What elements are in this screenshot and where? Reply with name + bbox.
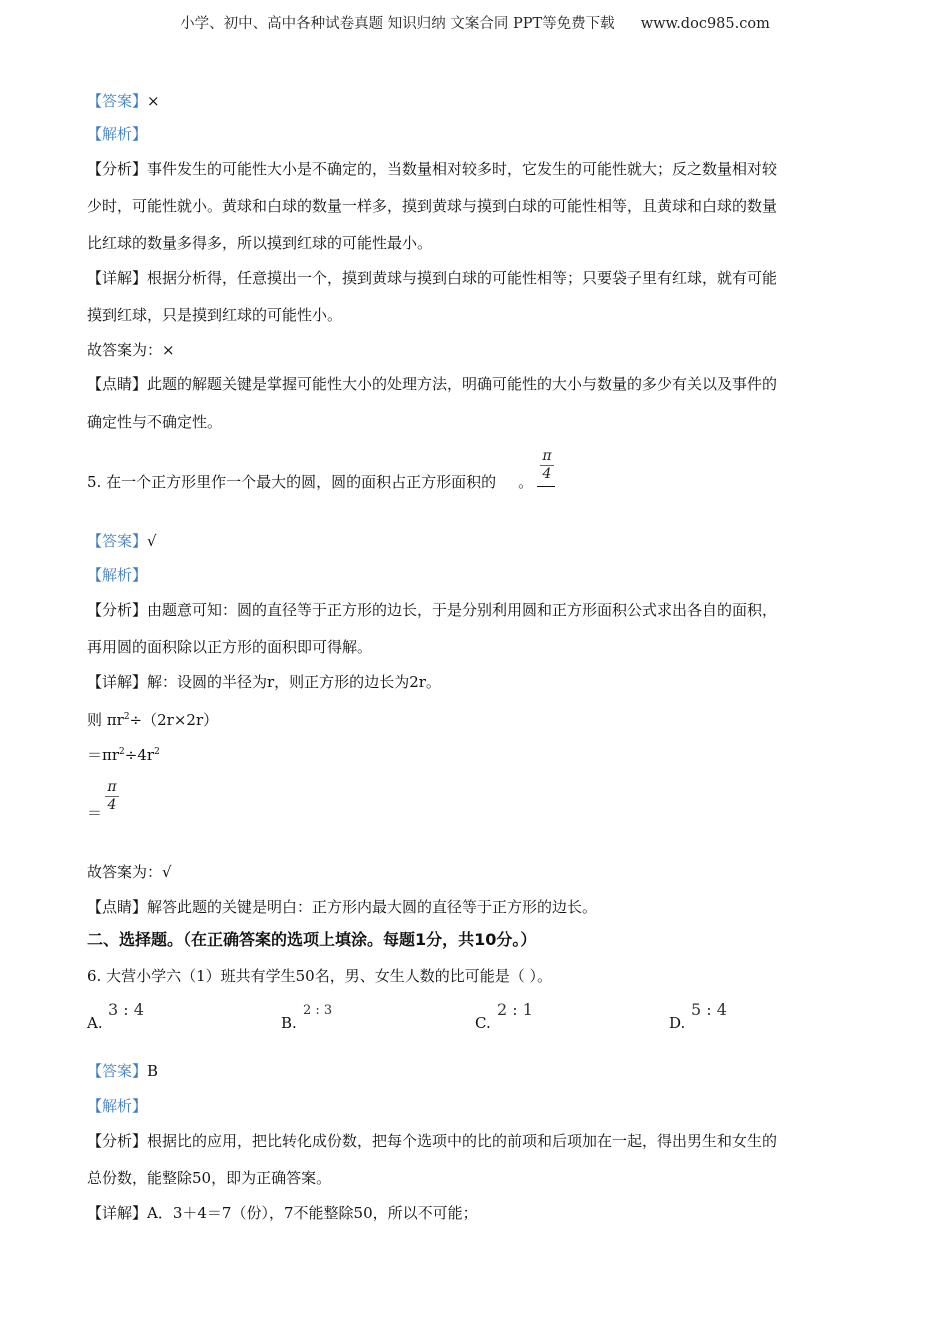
answer-label: 【答案】 [87, 532, 148, 550]
step1-b: ÷（2r×2r） [129, 711, 219, 729]
q5-detail-line-1 [87, 672, 441, 692]
q5-step3-fraction [105, 779, 119, 814]
analysis-label: 【分析】 [87, 1132, 148, 1150]
option-b[interactable] [281, 1014, 297, 1032]
q5-question-end: 。 [518, 473, 534, 491]
q4-jiexi-line [87, 124, 147, 144]
superscript-2: 2 [119, 747, 125, 757]
q4-analysis-line-1 [87, 159, 777, 179]
q4-analysis-line-2: 少时，可能性就小。黄球和白球的数量一样多，摸到黄球与摸到白球的可能性相等，且黄球和白球的数量 [87, 197, 778, 215]
section-2-title: 二、选择题。（在正确答案的选项上填涂。每题1分，共10分。） [87, 930, 537, 949]
option-a-ratio: 3 : 4 [108, 1000, 144, 1019]
q5-step-2 [87, 742, 160, 765]
q6-answer-line [87, 1061, 158, 1081]
option-c-ratio: 2 : 1 [497, 1000, 533, 1019]
q6-detail-text-1: A．3＋4＝7（份），7不能整除50，所以不可能； [147, 1204, 478, 1222]
point-label: 【点睛】 [87, 375, 148, 393]
q6-jiexi-line [87, 1096, 147, 1116]
q5-point-line-1 [87, 897, 597, 917]
option-d[interactable] [669, 1014, 685, 1032]
q6-question: 6. 大营小学六（1）班共有学生50名，男、女生人数的比可能是（ ）。 [87, 967, 552, 985]
q5-analysis-text-1: 由题意可知：圆的直径等于正方形的边长，于是分别利用圆和正方形面积公式求出各自的面积， [147, 601, 778, 619]
option-b-ratio: 2 : 3 [303, 1003, 333, 1018]
detail-label: 【详解】 [87, 673, 148, 691]
q4-analysis-text-1: 事件发生的可能性大小是不确定的，当数量相对较多时，它发生的可能性就大；反之数量相对较 [147, 160, 778, 178]
q4-detail-line-2: 摸到红球，只是摸到红球的可能性小。 [87, 306, 343, 324]
q4-answer: × [147, 92, 160, 110]
point-label: 【点睛】 [87, 898, 148, 916]
q5-analysis-line-1 [87, 600, 777, 620]
superscript-2: 2 [123, 712, 130, 722]
fraction-numerator: π [540, 448, 554, 466]
q5-fraction-pi-over-4 [540, 448, 554, 483]
detail-label: 【详解】 [87, 1204, 148, 1222]
jiexi-label: 【解析】 [87, 1097, 148, 1115]
q4-detail-line-1 [87, 268, 777, 288]
option-d-letter: D. [669, 1014, 686, 1032]
q5-question-text: 5. 在一个正方形里作一个最大的圆，圆的面积占正方形面积的 [87, 473, 497, 491]
option-b-letter: B. [281, 1014, 297, 1032]
step2-b: ÷4r [124, 746, 155, 764]
page-header [0, 12, 950, 33]
jiexi-label: 【解析】 [87, 125, 148, 143]
answer-label: 【答案】 [87, 92, 148, 110]
q4-detail-text-1: 根据分析得，任意摸出一个，摸到黄球与摸到白球的可能性相等；只要袋子里有红球，就有可能 [147, 269, 778, 287]
q5-step-1 [87, 707, 218, 730]
q5-answer-line [87, 531, 157, 551]
step1-a: 则 πr [87, 711, 124, 729]
q4-point-line-1 [87, 374, 777, 394]
analysis-label: 【分析】 [87, 601, 148, 619]
q4-point-line-2: 确定性与不确定性。 [87, 413, 223, 431]
option-d-ratio: 5 : 4 [691, 1000, 727, 1019]
q5-question [87, 472, 555, 492]
q5-analysis-line-2: 再用圆的面积除以正方形的面积即可得解。 [87, 638, 373, 656]
q6-detail-line-1 [87, 1203, 478, 1223]
q4-analysis-line-3: 比红球的数量多得多，所以摸到红球的可能性最小。 [87, 234, 433, 252]
q5-conclusion: 故答案为：√ [87, 863, 172, 881]
header-url[interactable]: www.doc985.com [640, 16, 770, 32]
q5-detail-text-1: 解：设圆的半径为r，则正方形的边长为2r。 [147, 673, 441, 691]
analysis-label: 【分析】 [87, 160, 148, 178]
fraction-numerator: π [105, 779, 119, 797]
q5-step-3: ＝ [87, 804, 103, 822]
q6-analysis-line-2: 总份数，能整除50，即为正确答案。 [87, 1169, 332, 1187]
q5-answer: √ [147, 532, 157, 550]
answer-label: 【答案】 [87, 1062, 148, 1080]
q4-point-text-1: 此题的解题关键是掌握可能性大小的处理方法，明确可能性的大小与数量的多少有关以及事件的 [147, 375, 778, 393]
q6-analysis-text-1: 根据比的应用，把比转化成份数，把每个选项中的比的前项和后项加在一起，得出男生和女生的 [147, 1132, 778, 1150]
fraction-denominator: 4 [107, 797, 117, 813]
option-c[interactable] [475, 1014, 491, 1032]
detail-label: 【详解】 [87, 269, 148, 287]
q4-conclusion: 故答案为：× [87, 341, 175, 359]
option-a[interactable] [87, 1014, 103, 1032]
option-c-letter: C. [475, 1014, 491, 1032]
superscript-2: 2 [154, 747, 160, 757]
q5-point-text-1: 解答此题的关键是明白：正方形内最大圆的直径等于正方形的边长。 [147, 898, 598, 916]
step2-a: ＝πr [87, 746, 120, 764]
q5-jiexi-line [87, 565, 147, 585]
fraction-denominator: 4 [542, 466, 552, 482]
q4-answer-line [87, 91, 160, 111]
header-text: 小学、初中、高中各种试卷真题 知识归纳 文案合同 PPT等免费下载 [180, 16, 615, 32]
option-a-letter: A. [87, 1014, 103, 1032]
q6-answer: B [147, 1062, 159, 1080]
jiexi-label: 【解析】 [87, 566, 148, 584]
q6-analysis-line-1 [87, 1131, 777, 1151]
